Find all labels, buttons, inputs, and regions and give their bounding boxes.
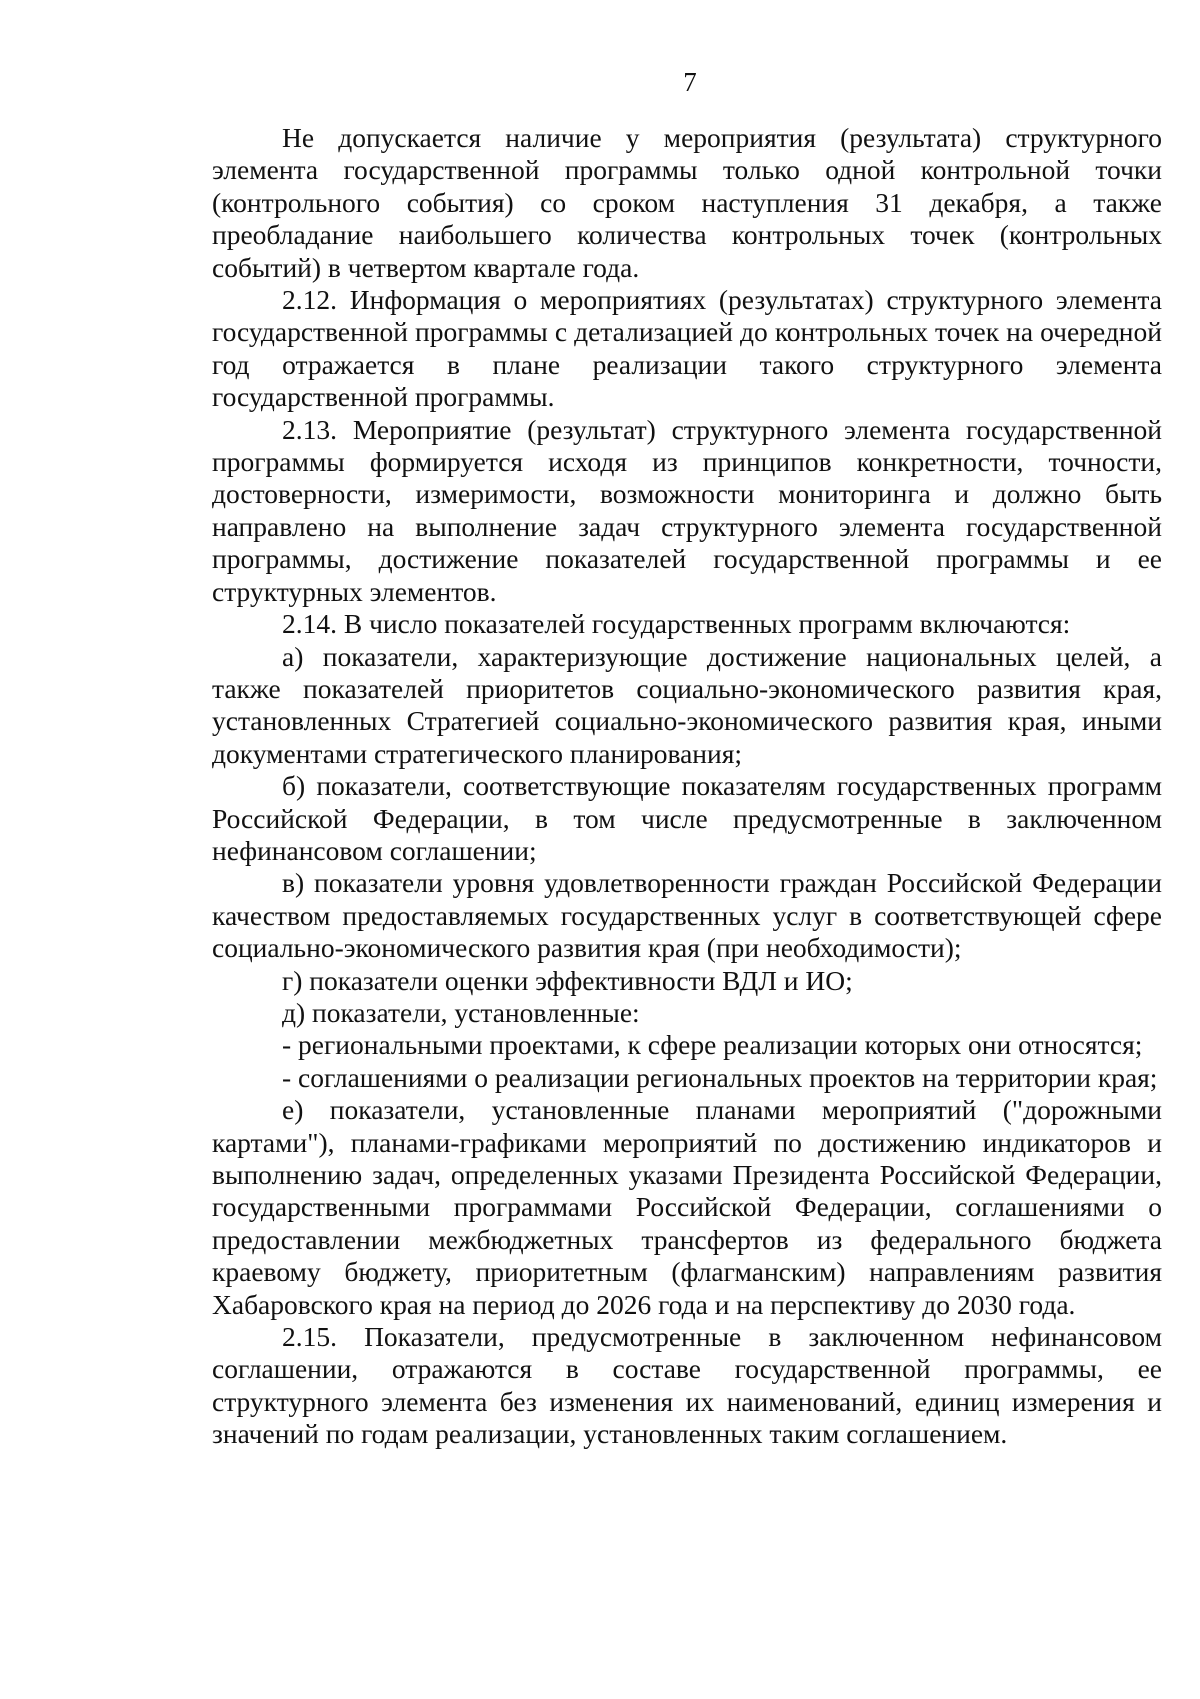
paragraph-control-points-requirement: Не допускается наличие у мероприятия (результата) структурного элемента государственной программы только одной контрольной точки (контрольного события) со сроком наступления 31 декабря, а также преобладание наибольшего количества контрольных точек (контрольных событий) в четвертом квартале года. xyxy=(212,122,1162,283)
list-item-e: е) показатели, установленные планами мероприятий ("дорожными картами"), планами-графиками мероприятий по достижению индикаторов и выполнению задач, определенных указами Президента Российской Федерации, государственными программами Российской Федерации, соглашениями о предоставлении межбюджетных трансфертов из федерального бюджета краевому бюджету, приоритетным (флагманским) направлениям развития Хабаровского края на период до 2026 года и на перспективу до 2030 года. xyxy=(212,1094,1162,1320)
document-body xyxy=(212,122,1162,1451)
list-item-v: в) показатели уровня удовлетворенности граждан Российской Федерации качеством предоставляемых государственных услуг в соответствующей сфере социально-экономического развития края (при необходимости); xyxy=(212,867,1162,964)
paragraph-2-14: 2.14. В число показателей государственных программ включаются: xyxy=(282,608,1071,640)
list-item-a: а) показатели, характеризующие достижение национальных целей, а также показателей приоритетов социально-экономического развития края, установленных Стратегией социально-экономического развития края, иными документами стратегического планирования; xyxy=(212,640,1162,769)
list-subitem-regional-projects: - региональными проектами, к сфере реализации которых они относятся; xyxy=(282,1029,1143,1061)
list-item-b: б) показатели, соответствующие показателям государственных программ Российской Федерации, в том числе предусмотренные в заключенном нефинансовом соглашении; xyxy=(212,770,1162,866)
paragraph-2-13: 2.13. Мероприятие (результат) структурного элемента государственной программы формируется исходя из принципов конкретности, точности, достоверности, измеримости, возможности мониторинга и должно быть направлено на выполнение задач структурного элемента государственной программы, достижение показателей государственной программы и ее структурных элементов. xyxy=(212,413,1162,607)
page-number: 7 xyxy=(683,67,697,97)
list-subitem-agreements: - соглашениями о реализации региональных проектов на территории края; xyxy=(282,1061,1158,1093)
paragraph-2-12: 2.12. Информация о мероприятиях (результатах) структурного элемента государственной программы с детализацией до контрольных точек на очередной год отражается в плане реализации такого структурного элемента государственной программы. xyxy=(212,284,1162,413)
list-item-d: д) показатели, установленные: xyxy=(282,996,640,1028)
paragraph-2-15: 2.15. Показатели, предусмотренные в заключенном нефинансовом соглашении, отражаются в составе государственной программы, ее структурного элемента без изменения их наименований, единиц измерения и значений по годам реализации, установленных таким соглашением. xyxy=(212,1321,1162,1450)
list-item-g: г) показатели оценки эффективности ВДЛ и ИО; xyxy=(282,964,853,996)
